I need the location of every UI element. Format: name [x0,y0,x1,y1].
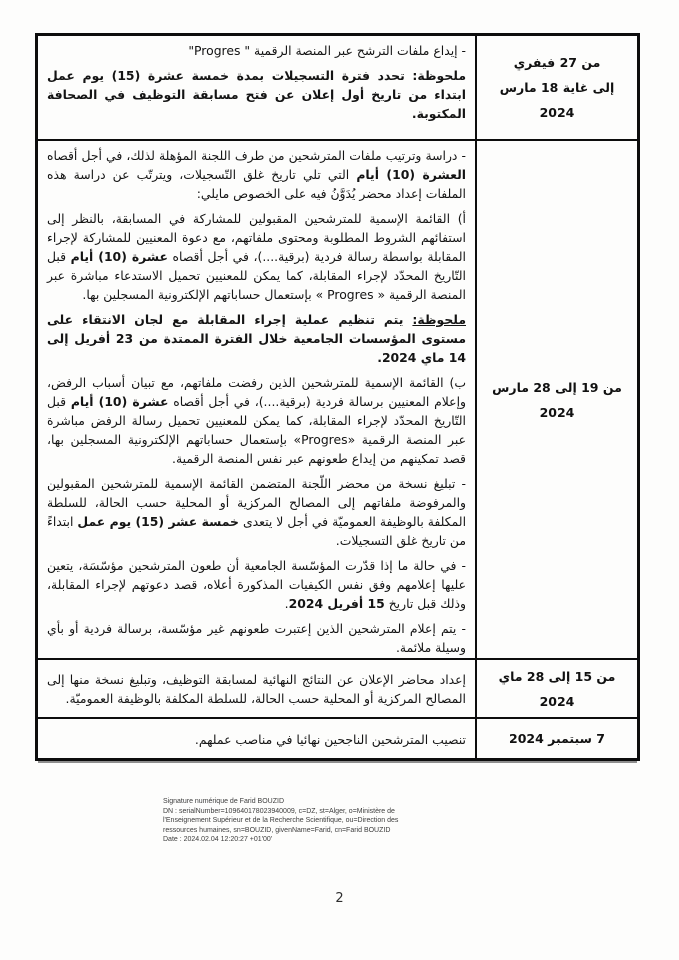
text-run: ب) القائمة الإسمية للمترشحين الذين رفضت ملفاتهم، مع تبيان أسباب الرفض، وإعلام المعنيين برسالة فردية (برقية....)، في أجل أقصاه [47,375,466,409]
text-run: خمسة عشر (15) يوم عمل [77,514,239,529]
content-cell [37,35,477,141]
digital-signature-block [163,797,473,845]
date-line: 7 سبتمبر 2024 [509,731,605,746]
date-line: من 15 إلى 28 ماي 2024 [498,668,616,709]
text-run: قبل التّاريخ المحدّد لإجراء المقابلة، كما يمكن للمعنيين تحميل رسالة الرفض مباشرة عبر المنصة الرقمية «Progres» بإستعمال حساباتهم الإلكترونية المسجلين بها، قصد تمكينهم من إيداع طعونهم عبر نفس المنصة الرقمية. [47,394,466,466]
text-run: قبل التّاريخ المحدّد لإجراء المقابلة، كما يمكن للمعنيين تحميل الاستدعاء مباشرة عبر المنصة الرقمية « Progres » بإستعمال حساباتهم الإلكترونية المسجلين بها. [47,249,466,302]
text-run: يتم تنظيم عملية إجراء المقابلة مع لجان الانتقاء على مستوى المؤسسات الجامعية خلال الفترة الممتدة من 23 أفريل إلى 14 ماي 2024. [47,312,467,365]
date-line: من 27 فيفري [513,55,601,70]
date-cell [476,659,639,718]
text-run: عشرة (10) أيام [70,249,168,264]
date-cell [476,35,639,141]
text-run: - إيداع ملفات الترشح عبر المنصة الرقمية " Progres" [188,43,466,58]
date-line: إلى غاية 18 مارس 2024 [499,80,615,120]
date-cell [476,718,639,760]
text-run: التي تلي تاريخ غلق التّسجيلات، ويترتّب عن دراسة هذه الملفات إعداد محضر يُدَوَّنُ فيه على الخصوص مايلي: [47,167,466,201]
content-cell [37,718,477,760]
table-row [37,659,639,718]
date-cell [476,140,639,659]
signature-line: Signature numérique de Farid BOUZID [163,798,284,805]
signature-line: l'Enseignement Supérieur et de la Recherche Scientifique, ou=Direction des [163,817,399,824]
text-run: ابتداءً من تاريخ غلق التسجيلات. [47,514,466,548]
paragraph [47,310,466,367]
text-run: إعداد محاضر الإعلان عن النتائج النهائية لمسابقة التوظيف، وتبليغ نسخة منها إلى المصالح المركزية أو المحلية حسب الحالة، للسلطة المكلفة بالوظيفة العموميّة. [47,672,466,706]
text-run: ملحوظة: [412,68,466,83]
paragraph [47,66,466,123]
table-row [37,140,639,659]
text-run: - يتم إعلام المترشحين الذين إعتبرت طعونهم غير مؤسّسة، برسالة فردية أو بأي وسيلة ملائمة. [47,621,466,655]
text-run: تحدد فترة التسجيلات بمدة خمسة عشرة (15) يوم عمل ابتداء من تاريخ أول إعلان عن فتح مسابقة التوظيف في الصحافة المكتوبة. [47,68,466,121]
paragraph [47,373,466,468]
paragraph [47,209,466,304]
content-cell [37,659,477,718]
text-run: 15 أفريل 2024 [288,596,385,611]
text-run: - دراسة وترتيب ملفات المترشحين من طرف اللجنة المؤهلة لذلك، في أجل أقصاه [47,148,466,163]
text-run: ملحوظة: [412,312,466,327]
paragraph [47,730,466,749]
text-run: تنصيب المترشحين الناجحين نهائيا في مناصب عملهم. [194,731,466,747]
table-row [37,718,639,760]
recruitment-schedule-table [35,33,640,761]
paragraph [47,556,466,613]
signature-line: ressources humaines, sn=BOUZID, givenName=Farid, cn=Farid BOUZID [163,826,391,834]
text-run: - تبليغ نسخة من محضر اللّجنة المتضمن القائمة الإسمية للمترشحين المقبولين والمرفوضة ملفاتهم إلى المصالح المركزية أو المحلية حسب الحالة، للسلطة المكلفة بالوظيفة العموميّة في أجل لا يتعدى [47,476,467,529]
signature-line: Date : 2024.02.04 12:20:27 +01'00' [163,836,273,843]
date-line: 2024 [539,404,575,420]
text-run: . [284,596,289,611]
text-run: - في حالة ما إذا قدّرت المؤسّسة الجامعية أن طعون المترشحين مؤسّسَة، يتعين عليها إعلامهم وفق نفس الكيفيات المذكورة أعلاه، قصد دعوتهم لإجراء المقابلة، وذلك قبل تاريخ [47,558,466,611]
content-cell [37,140,477,659]
page-number: 2 [335,891,344,906]
signature-line: DN : serialNumber=109640178023940009, c=DZ, st=Alger, o=Ministère de [163,807,395,815]
paragraph [47,619,466,657]
paragraph [47,474,466,550]
text-run: عشرة (10) أيام [70,394,169,409]
paragraph [47,146,466,203]
text-run: العشرة (10) أيام [356,167,466,182]
table-row [37,35,639,141]
paragraph [47,41,466,60]
text-run: أ) القائمة الإسمية للمترشحين المقبولين للمشاركة في المسابقة، بالنظر إلى استفائهم الشروط المطلوبة ومحتوى ملفاتهم، مع دعوة المعنيين للمشاركة لإجراء المقابلة بواسطة رسالة فردية (برقية....)، في أجل أقصاه [47,211,466,264]
paragraph [47,670,466,708]
date-line: من 19 إلى 28 مارس [492,379,622,395]
